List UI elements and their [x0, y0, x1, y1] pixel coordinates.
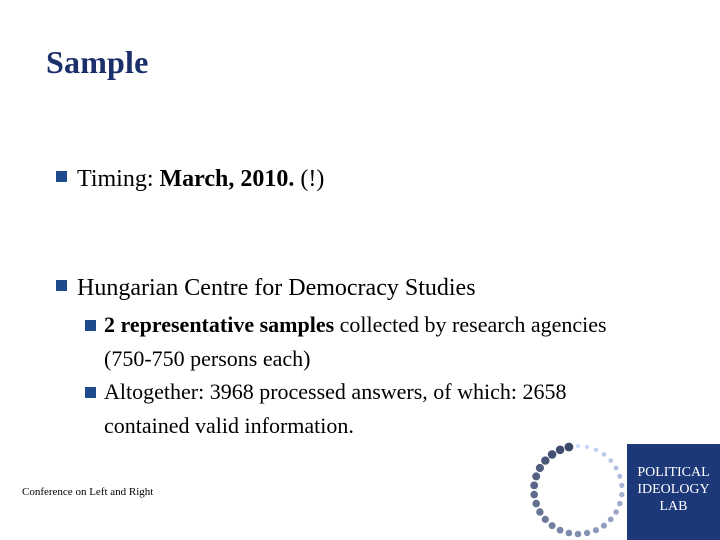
timing-note: (!) — [294, 166, 325, 192]
decoration-dot — [549, 522, 556, 529]
decoration-dot — [593, 527, 599, 533]
logo-line-1: POLITICAL — [637, 465, 710, 480]
bullet-square-icon — [56, 171, 67, 182]
decoration-dot — [530, 482, 538, 490]
decoration-dot — [565, 443, 574, 452]
bullet-square-icon — [56, 280, 67, 291]
decoration-dot — [608, 517, 614, 523]
sub-bullet-square-icon — [85, 320, 96, 331]
decoration-dot — [548, 450, 557, 459]
decoration-dot — [619, 492, 624, 497]
decoration-dot — [614, 466, 619, 471]
altogether-text: Altogether: 3968 processed answers, of which: 2658 contained valid information. — [104, 379, 567, 438]
decoration-dot — [530, 491, 538, 499]
bullet-timing — [56, 162, 324, 196]
sub-bullet-samples — [104, 308, 624, 376]
decoration-dot — [594, 448, 598, 452]
decoration-dot — [584, 530, 590, 536]
bullet-org — [56, 271, 476, 305]
sub-bullet-square-icon — [85, 387, 96, 398]
logo-line-2: IDEOLOGY — [637, 482, 710, 497]
decoration-dot — [541, 456, 549, 464]
decoration-dot — [557, 527, 564, 534]
dot-circle-decoration — [518, 430, 628, 540]
decoration-dot — [556, 446, 565, 455]
decoration-dot — [602, 452, 607, 457]
slide-title: Sample — [46, 44, 149, 80]
decoration-dot — [536, 464, 544, 472]
decoration-dot — [575, 531, 582, 538]
timing-value: March, 2010. — [159, 166, 295, 192]
org-label: Hungarian Centre for Democracy Studies — [77, 275, 476, 301]
decoration-dot — [617, 501, 623, 507]
footer-text: Conference on Left and Right — [22, 486, 154, 498]
timing-label: Timing: — [77, 166, 160, 192]
decoration-dot — [566, 530, 573, 537]
logo-line-3: LAB — [659, 499, 688, 514]
logo-box — [627, 444, 720, 540]
decoration-dot — [532, 472, 540, 480]
decoration-dot — [613, 509, 619, 515]
decoration-dot — [532, 500, 540, 508]
decoration-dot — [576, 444, 580, 448]
decoration-dot — [536, 508, 543, 515]
decoration-dot — [617, 474, 622, 479]
decoration-dot — [619, 483, 624, 488]
decoration-dot — [601, 523, 607, 529]
decoration-dot — [608, 458, 613, 463]
samples-bold: 2 representative samples — [104, 312, 335, 337]
decoration-dot — [585, 445, 589, 449]
decoration-dot — [542, 516, 549, 523]
samples-rest: collected by research agencies (750-750 persons each) — [104, 312, 607, 371]
